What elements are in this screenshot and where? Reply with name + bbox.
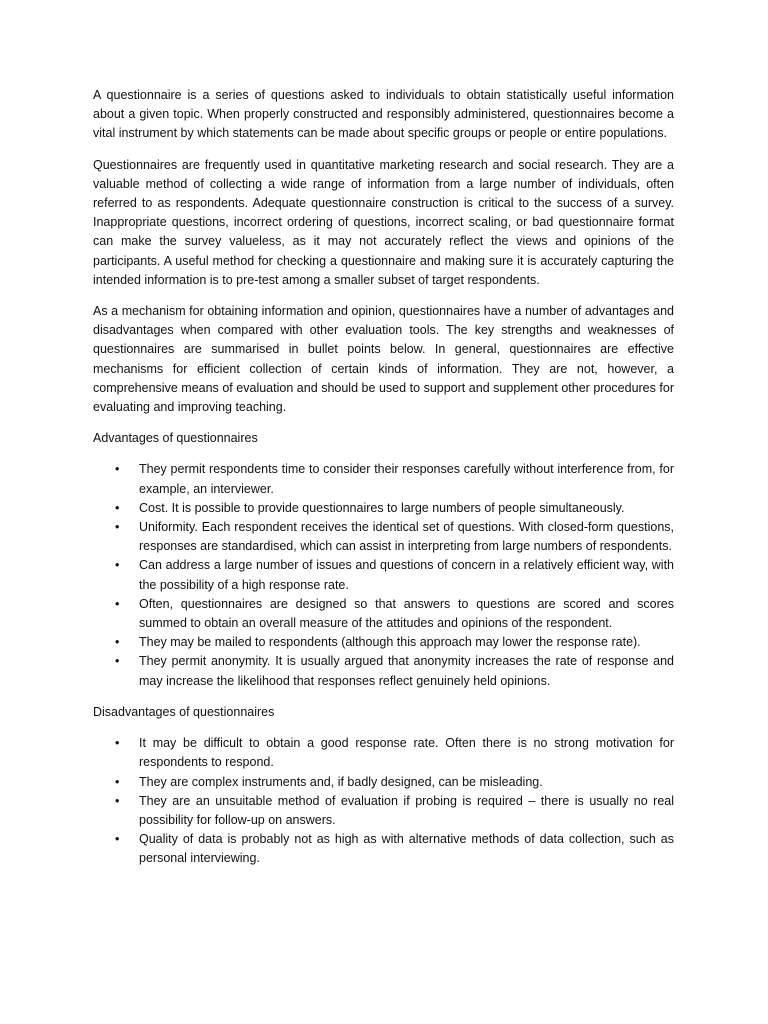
bullet-icon: • (115, 596, 120, 611)
disadvantages-list (93, 734, 674, 868)
bullet-icon: • (115, 462, 120, 477)
list-item-text: Quality of data is probably not as high as with alternative methods of data collection, such as personal interviewing. (139, 832, 674, 866)
list-item (93, 499, 674, 518)
bullet-icon: • (115, 635, 120, 650)
list-item (93, 734, 674, 772)
document-page (93, 86, 674, 881)
list-item (93, 773, 674, 792)
list-item-text: It is possible to provide questionnaires to large numbers of people simultaneously. (168, 500, 625, 515)
bullet-icon: • (115, 654, 120, 669)
list-item (93, 633, 674, 652)
list-item-text: Each respondent receives the identical set of questions. With closed-form questions, responses are standardised, which can assist in interpreting from large numbers of respondents. (139, 520, 674, 554)
list-item-text: Often, questionnaires are designed so that answers to questions are scored and scores summed to obtain an overall measure of the attitudes and opinions of the respondent. (139, 596, 674, 631)
bullet-icon: • (115, 520, 120, 535)
list-item-text: They are complex instruments and, if badly designed, can be misleading. (139, 774, 543, 789)
bullet-icon: • (115, 793, 120, 808)
bullet-icon: • (115, 558, 120, 573)
list-item-lead: Uniformity. (139, 520, 198, 535)
bullet-icon: • (115, 736, 120, 751)
list-item-text: They may be mailed to respondents (although this approach may lower the response rate). (139, 635, 641, 650)
list-item (93, 652, 674, 690)
bullet-icon: • (115, 774, 120, 789)
list-item-text: It may be difficult to obtain a good response rate. Often there is no strong motivation for respondents to respond. (139, 736, 674, 770)
list-item-text: They permit anonymity. It is usually argued that anonymity increases the rate of response and may increase the likelihood that responses reflect genuinely held opinions. (139, 654, 674, 688)
bullet-icon: • (115, 500, 120, 515)
disadvantages-heading: Disadvantages of questionnaires (93, 704, 275, 719)
list-item (93, 830, 674, 868)
advantages-list (93, 460, 674, 690)
intro-paragraph: A questionnaire is a series of questions asked to individuals to obtain statistically useful information about a given topic. When properly constructed and responsibly administered, questionnaires become a vital instrument by which statements can be made about specific groups or people or entire populations. (93, 88, 674, 141)
list-item (93, 792, 674, 830)
list-item (93, 556, 674, 594)
list-item (93, 460, 674, 498)
list-item-text: They are an unsuitable method of evaluation if probing is required – there is usually no real possibility for follow-up on answers. (139, 793, 674, 827)
mechanism-paragraph: As a mechanism for obtaining information and opinion, questionnaires have a number of advantages and disadvantages when compared with other evaluation tools. The key strengths and weaknesses of questionnaires are summarised in bullet points below. In general, questionnaires are effective mechanisms for efficient collection of certain kinds of information. They are not, however, a comprehensive means of evaluation and should be used to support and supplement other procedures for evaluating and improving teaching. (93, 304, 674, 415)
bullet-icon: • (115, 832, 120, 847)
list-item-text: They permit respondents time to consider their responses carefully without interference from, for example, an interviewer. (139, 462, 674, 496)
list-item-text: Can address a large number of issues and questions of concern in a relatively efficient way, with the possibility of a high response rate. (139, 558, 674, 592)
list-item (93, 595, 674, 633)
list-item (93, 518, 674, 556)
list-item-lead: Cost. (139, 500, 169, 515)
usage-paragraph: Questionnaires are frequently used in quantitative marketing research and social research. They are a valuable method of collecting a wide range of information from a large number of individuals, often referred to as respondents. Adequate questionnaire construction is critical to the success of a survey. Inappropriate questions, incorrect ordering of questions, incorrect scaling, or bad questionnaire format can make the survey valueless, as it may not accurately reflect the views and opinions of the participants. A useful method for checking a questionnaire and making sure it is accurately capturing the intended information is to pre-test among a smaller subset of target respondents. (93, 157, 674, 287)
advantages-heading: Advantages of questionnaires (93, 431, 258, 446)
